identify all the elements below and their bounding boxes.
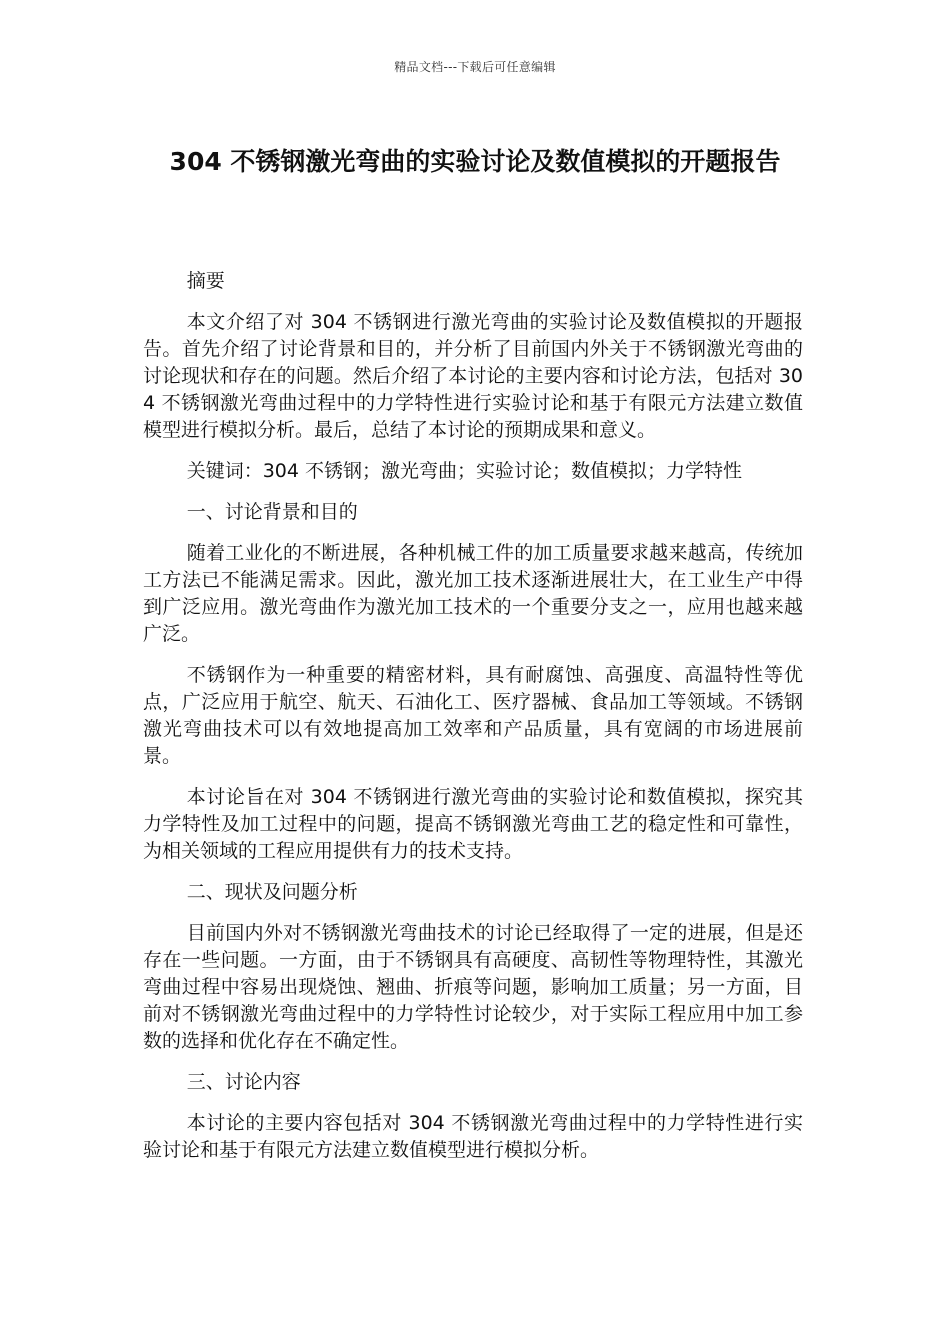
section-1-paragraph-3: 本讨论旨在对 304 不锈钢进行激光弯曲的实验讨论和数值模拟，探究其力学特性及加工过程中的问题，提高不锈钢激光弯曲工艺的稳定性和可靠性，为相关领域的工程应用提供有力的技术支持。 <box>143 786 803 862</box>
section-3-heading: 三、讨论内容 <box>186 1071 301 1093</box>
section-1-heading: 一、讨论背景和目的 <box>186 501 358 523</box>
keywords-line: 关键词：304 不锈钢；激光弯曲；实验讨论；数值模拟；力学特性 <box>186 460 742 482</box>
document-body <box>143 268 803 1178</box>
section-1-paragraph-2: 不锈钢作为一种重要的精密材料，具有耐腐蚀、高强度、高温特性等优点，广泛应用于航空、航天、石油化工、医疗器械、食品加工等领域。不锈钢激光弯曲技术可以有效地提高加工效率和产品质量，具有宽阔的市场进展前景。 <box>143 664 803 767</box>
abstract-paragraph: 本文介绍了对 304 不锈钢进行激光弯曲的实验讨论及数值模拟的开题报告。首先介绍了讨论背景和目的，并分析了目前国内外关于不锈钢激光弯曲的讨论现状和存在的问题。然后介绍了本讨论的主要内容和讨论方法，包括对 304 不锈钢激光弯曲过程中的力学特性进行实验讨论和基于有限元方法建立数值模型进行模拟分析。最后，总结了本讨论的预期成果和意义。 <box>143 311 803 441</box>
section-3-paragraph-1: 本讨论的主要内容包括对 304 不锈钢激光弯曲过程中的力学特性进行实验讨论和基于有限元方法建立数值模型进行模拟分析。 <box>143 1112 803 1161</box>
document-title: 304 不锈钢激光弯曲的实验讨论及数值模拟的开题报告 <box>169 147 781 176</box>
section-2-heading: 二、现状及问题分析 <box>186 881 358 903</box>
section-2-paragraph-1: 目前国内外对不锈钢激光弯曲技术的讨论已经取得了一定的进展，但是还存在一些问题。一方面，由于不锈钢具有高硬度、高韧性等物理特性，其激光弯曲过程中容易出现烧蚀、翘曲、折痕等问题，影响加工质量；另一方面，目前对不锈钢激光弯曲过程中的力学特性讨论较少，对于实际工程应用中加工参数的选择和优化存在不确定性。 <box>143 922 803 1052</box>
section-1-paragraph-1: 随着工业化的不断进展，各种机械工件的加工质量要求越来越高，传统加工方法已不能满足需求。因此，激光加工技术逐渐进展壮大，在工业生产中得到广泛应用。激光弯曲作为激光加工技术的一个重要分支之一，应用也越来越广泛。 <box>143 542 803 645</box>
page-header: 精品文档---下载后可任意编辑 <box>394 60 556 74</box>
abstract-heading: 摘要 <box>186 270 225 292</box>
